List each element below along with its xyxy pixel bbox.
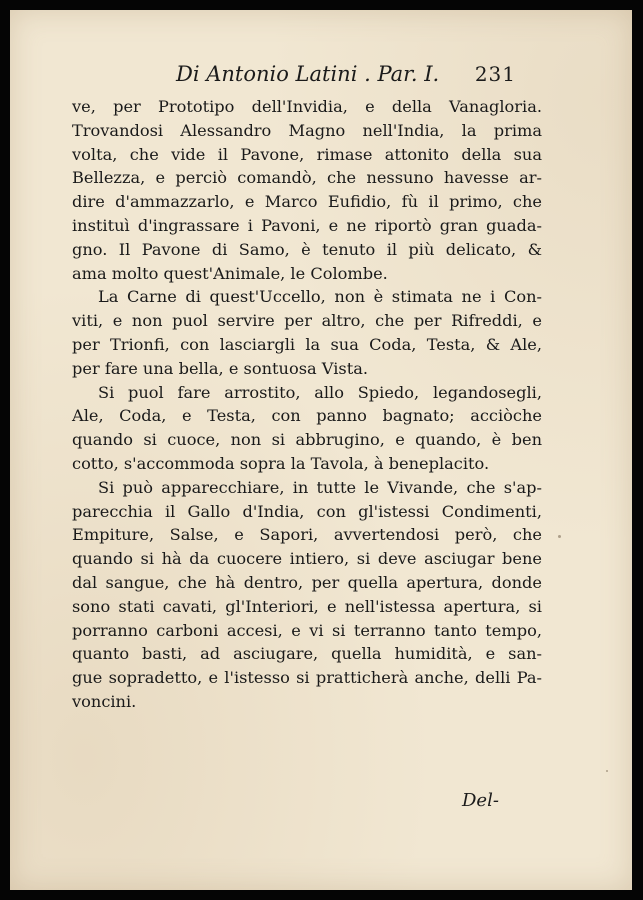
paragraph (72, 476, 542, 714)
paragraph (72, 381, 542, 476)
paragraph (72, 95, 542, 285)
text-line: quando si hà da cuocere intiero, si deve asciugar bene (72, 549, 542, 569)
text-line: porranno carboni accesi, e vi si terranno tanto tempo, (72, 620, 542, 640)
text-line: quanto basti, ad asciugare, quella humidità, e san- (72, 644, 542, 664)
text-line: per fare una bella, e sontuosa Vista. (72, 358, 368, 378)
paragraph (72, 285, 542, 380)
text-line: Si puol fare arrostito, allo Spiedo, legandosegli, (98, 382, 542, 402)
text-line: instituì d'ingrassare i Pavoni, e ne riportò gran guada- (72, 215, 542, 235)
catchword: Del- (462, 790, 499, 811)
text-line: parecchia il Gallo d'India, con gl'istessi Condimenti, (72, 501, 542, 521)
text-line: Trovandosi Alessandro Magno nell'India, la prima (72, 120, 542, 140)
text-line: volta, che vide il Pavone, rimase attonito della sua (72, 144, 542, 164)
text-line: La Carne di quest'Uccello, non è stimata ne i Con- (98, 287, 542, 307)
text-line: ve, per Prototipo dell'Invidia, e della Vanagloria. (72, 97, 542, 116)
text-line: dal sangue, che hà dentro, per quella apertura, donde (72, 572, 542, 592)
page-number: 231 (474, 62, 516, 86)
text-line: cotto, s'accommoda sopra la Tavola, à beneplacito. (72, 453, 490, 473)
running-title: Di Antonio Latini . Par. I. (176, 62, 440, 86)
body-text (72, 95, 542, 714)
paper-speck (606, 770, 608, 772)
text-line: per Trionfi, con lasciargli la sua Coda, Testa, & Ale, (72, 334, 542, 354)
text-line: Empiture, Salse, e Sapori, avvertendosi però, che (72, 525, 542, 545)
text-line: gue sopradetto, e l'istesso si pratticherà anche, delli Pa- (72, 668, 542, 688)
text-line: sono stati cavati, gl'Interiori, e nell'istessa apertura, si (72, 596, 542, 616)
text-line: quando si cuoce, non si abbrugino, e quando, è ben (72, 430, 542, 450)
text-line: Ale, Coda, e Testa, con panno bagnato; acciòche (72, 406, 542, 426)
text-line: gno. Il Pavone di Samo, è tenuto il più delicato, & (72, 239, 542, 259)
page-header (176, 62, 516, 92)
text-line: Bellezza, e perciò comandò, che nessuno havesse ar- (72, 168, 542, 188)
book-page (10, 10, 632, 890)
text-line: Si può apparecchiare, in tutte le Vivande, che s'ap- (98, 477, 542, 497)
text-line: voncini. (72, 691, 137, 711)
paper-speck (558, 535, 561, 538)
text-line: viti, e non puol servire per altro, che per Rifreddi, e (72, 311, 542, 331)
text-line: ama molto quest'Animale, le Colombe. (72, 263, 388, 283)
text-line: dire d'ammazzarlo, e Marco Eufidio, fù il primo, che (72, 192, 542, 212)
